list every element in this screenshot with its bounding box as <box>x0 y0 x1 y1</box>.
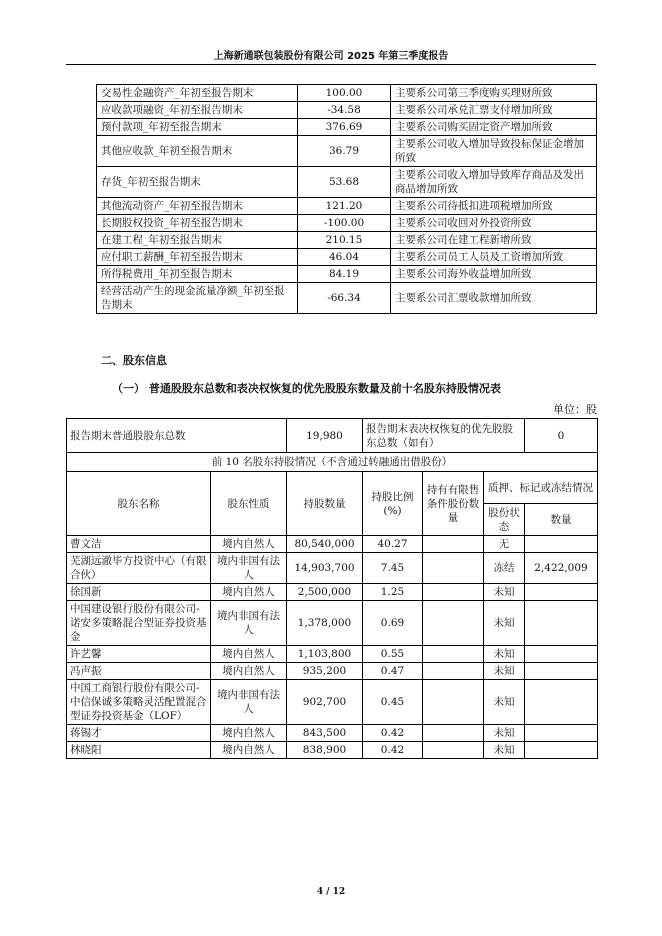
holder-shares: 80,540,000 <box>287 536 363 553</box>
holder-name: 曹文洁 <box>67 536 211 553</box>
change-pct: 210.15 <box>298 232 391 249</box>
holder-name: 中国建设银行股份有限公司-诺安多策略混合型证券投资基金 <box>67 601 211 646</box>
holder-ratio: 0.45 <box>363 680 423 725</box>
shareholder-row <box>67 553 598 584</box>
section-title: 二、股东信息 <box>101 354 167 367</box>
col-nature-header: 股东性质 <box>211 472 287 536</box>
table-row <box>97 198 597 215</box>
table-row <box>97 215 597 232</box>
change-pct: 84.19 <box>298 266 391 283</box>
holder-status: 未知 <box>484 725 525 742</box>
change-reason: 主要系公司收回对外投资所致 <box>391 215 597 232</box>
table-row <box>97 119 597 136</box>
holder-qty <box>525 646 598 663</box>
holder-status: 冻结 <box>484 553 525 584</box>
holder-restricted <box>423 646 484 663</box>
change-reason: 主要系公司在建工程新增所致 <box>391 232 597 249</box>
holder-restricted <box>423 584 484 601</box>
holder-ratio: 0.69 <box>363 601 423 646</box>
changes-table <box>96 84 597 314</box>
change-pct: 121.20 <box>298 198 391 215</box>
holder-name: 林晓阳 <box>67 742 211 759</box>
change-item: 交易性金融资产_年初至报告期末 <box>97 85 298 102</box>
holder-restricted <box>423 663 484 680</box>
change-reason: 主要系公司海外收益增加所致 <box>391 266 597 283</box>
holder-shares: 902,700 <box>287 680 363 725</box>
change-item: 长期股权投资_年初至报告期末 <box>97 215 298 232</box>
holder-nature: 境内非国有法人 <box>211 601 287 646</box>
holder-qty <box>525 680 598 725</box>
holder-restricted <box>423 680 484 725</box>
change-item: 应付职工薪酬_年初至报告期末 <box>97 249 298 266</box>
holder-qty <box>525 536 598 553</box>
change-item: 应收款项融资_年初至报告期末 <box>97 102 298 119</box>
shareholder-row <box>67 536 598 553</box>
unit-label: 单位：股 <box>553 403 597 416</box>
col-pledge-header: 质押、标记或冻结情况 <box>484 472 598 504</box>
table-row <box>97 249 597 266</box>
holder-nature: 境内非国有法人 <box>211 680 287 725</box>
col-restricted-header: 持有有限售条件股份数量 <box>423 472 484 536</box>
shareholders-table <box>66 418 598 759</box>
holder-name: 芜湖远澈毕方投资中心（有限合伙） <box>67 553 211 584</box>
change-reason: 主要系公司员工人员及工资增加所致 <box>391 249 597 266</box>
holder-qty <box>525 742 598 759</box>
change-item: 在建工程_年初至报告期末 <box>97 232 298 249</box>
holder-status: 未知 <box>484 663 525 680</box>
col-name-header: 股东名称 <box>67 472 211 536</box>
holder-shares: 2,500,000 <box>287 584 363 601</box>
holder-nature: 境内自然人 <box>211 646 287 663</box>
holder-name: 许艺馨 <box>67 646 211 663</box>
holder-restricted <box>423 725 484 742</box>
pref-holders-label: 报告期末表决权恢复的优先股股东总数（如有） <box>363 419 525 453</box>
change-pct: 100.00 <box>298 85 391 102</box>
holder-nature: 境内自然人 <box>211 663 287 680</box>
holder-shares: 14,903,700 <box>287 553 363 584</box>
holder-qty: 2,422,009 <box>525 553 598 584</box>
holder-status: 未知 <box>484 742 525 759</box>
holder-restricted <box>423 553 484 584</box>
holder-name: 冯声振 <box>67 663 211 680</box>
shareholder-row <box>67 584 598 601</box>
col-status-header: 股份状态 <box>484 504 525 536</box>
change-reason: 主要系公司收入增加导致投标保证金增加所致 <box>391 136 597 167</box>
table-row <box>97 136 597 167</box>
holder-ratio: 0.42 <box>363 725 423 742</box>
holder-status: 未知 <box>484 584 525 601</box>
change-item: 所得税费用_年初至报告期末 <box>97 266 298 283</box>
holder-nature: 境内自然人 <box>211 584 287 601</box>
holder-nature: 境内自然人 <box>211 536 287 553</box>
top10-title: 前 10 名股东持股情况（不含通过转融通出借股份） <box>67 453 598 472</box>
shareholder-row <box>67 601 598 646</box>
shareholder-row <box>67 663 598 680</box>
table-row <box>97 102 597 119</box>
change-item: 其他应收款_年初至报告期末 <box>97 136 298 167</box>
holder-status: 未知 <box>484 601 525 646</box>
subsection-title: （一） 普通股股东总数和表决权恢复的优先股股东数量及前十名股东持股情况表 <box>112 382 501 395</box>
total-holders-label: 报告期末普通股股东总数 <box>67 419 287 453</box>
holder-ratio: 0.55 <box>363 646 423 663</box>
shareholder-row <box>67 680 598 725</box>
change-item: 预付款项_年初至报告期末 <box>97 119 298 136</box>
header-divider <box>66 64 596 65</box>
page-number: 4 / 12 <box>316 887 346 897</box>
table-row <box>97 167 597 198</box>
holder-qty <box>525 725 598 742</box>
table-row <box>97 266 597 283</box>
change-reason: 主要系公司购买固定资产增加所致 <box>391 119 597 136</box>
col-ratio-header: 持股比例(%) <box>363 472 423 536</box>
pref-holders-value: 0 <box>525 419 598 453</box>
holder-name: 徐国新 <box>67 584 211 601</box>
holder-ratio: 40.27 <box>363 536 423 553</box>
holder-restricted <box>423 536 484 553</box>
holder-qty <box>525 663 598 680</box>
holder-shares: 838,900 <box>287 742 363 759</box>
change-item: 经营活动产生的现金流量净额_年初至报告期末 <box>97 283 298 314</box>
holder-ratio: 7.45 <box>363 553 423 584</box>
holder-status: 未知 <box>484 680 525 725</box>
col-shares-header: 持股数量 <box>287 472 363 536</box>
change-pct: -34.58 <box>298 102 391 119</box>
change-reason: 主要系公司承兑汇票支付增加所致 <box>391 102 597 119</box>
change-reason: 主要系公司收入增加导致库存商品及发出商品增加所致 <box>391 167 597 198</box>
holder-ratio: 0.47 <box>363 663 423 680</box>
holder-nature: 境内自然人 <box>211 725 287 742</box>
holder-shares: 1,378,000 <box>287 601 363 646</box>
holder-shares: 1,103,800 <box>287 646 363 663</box>
change-reason: 主要系公司待抵扣进项税增加所致 <box>391 198 597 215</box>
change-pct: 36.79 <box>298 136 391 167</box>
holder-name: 中国工商银行股份有限公司-中信保诚多策略灵活配置混合型证券投资基金（LOF） <box>67 680 211 725</box>
change-pct: 53.68 <box>298 167 391 198</box>
page-header: 上海新通联包装股份有限公司 2025 年第三季度报告 <box>213 51 449 62</box>
shareholder-row <box>67 742 598 759</box>
change-item: 其他流动资产_年初至报告期末 <box>97 198 298 215</box>
holder-shares: 843,500 <box>287 725 363 742</box>
change-reason: 主要系公司第三季度购买理财所致 <box>391 85 597 102</box>
shareholder-row <box>67 646 598 663</box>
change-pct: 376.69 <box>298 119 391 136</box>
change-reason: 主要系公司汇票收款增加所致 <box>391 283 597 314</box>
holder-name: 蒋锡才 <box>67 725 211 742</box>
holder-status: 未知 <box>484 646 525 663</box>
change-pct: -66.34 <box>298 283 391 314</box>
holder-nature: 境内非国有法人 <box>211 553 287 584</box>
holder-shares: 935,200 <box>287 663 363 680</box>
shareholder-row <box>67 725 598 742</box>
holder-ratio: 0.42 <box>363 742 423 759</box>
change-pct: 46.04 <box>298 249 391 266</box>
table-row <box>97 283 597 314</box>
holder-qty <box>525 584 598 601</box>
total-holders-value: 19,980 <box>287 419 363 453</box>
holder-restricted <box>423 601 484 646</box>
holder-ratio: 1.25 <box>363 584 423 601</box>
change-pct: -100.00 <box>298 215 391 232</box>
col-qty-header: 数量 <box>525 504 598 536</box>
holder-status: 无 <box>484 536 525 553</box>
change-item: 存货_年初至报告期末 <box>97 167 298 198</box>
table-row <box>97 85 597 102</box>
holder-qty <box>525 601 598 646</box>
holder-restricted <box>423 742 484 759</box>
table-row <box>97 232 597 249</box>
holder-nature: 境内自然人 <box>211 742 287 759</box>
